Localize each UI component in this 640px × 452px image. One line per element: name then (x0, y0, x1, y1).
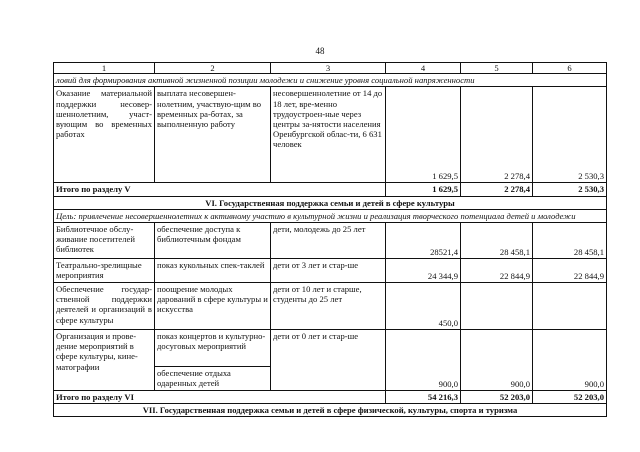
table-row (54, 87, 607, 183)
col-header-4: 4 (386, 63, 461, 74)
goal-continuation-text: ловий для формирования активной жизненной позиции молодежи и снижение уровня социальной напряженности (54, 74, 607, 87)
column-number-row (54, 63, 607, 74)
col-header-5: 5 (461, 63, 533, 74)
value-cell (533, 283, 607, 330)
value-cell: 22 844,9 (461, 259, 533, 283)
value-cell: 2 530,3 (533, 87, 607, 183)
page-number: 48 (315, 46, 325, 56)
table-row (54, 259, 607, 283)
value-cell: 450,0 (386, 283, 461, 330)
recipients-cell: дети от 10 лет и старше, студенты до 25 лет (271, 283, 386, 330)
value-cell: 24 344,9 (386, 259, 461, 283)
total-value: 2 278,4 (461, 183, 533, 196)
total-row-section-v (54, 183, 607, 196)
activity-cell: Библиотечное обслу-живание посетителей библиотек (54, 223, 155, 259)
value-cell: 28 458,1 (461, 223, 533, 259)
measure-cell: поощрение молодых дарований в сфере культуры и искусства (155, 283, 271, 330)
total-label: Итого по разделу VI (54, 391, 386, 404)
goal-text-vi: Цель: привлечение несовершеннолетних к активному участию в культурной жизни и реализация творческого потенциала детей и молодежи (54, 209, 607, 222)
recipients-cell: дети, молодежь до 25 лет (271, 223, 386, 259)
total-value: 54 216,3 (386, 391, 461, 404)
col-header-6: 6 (533, 63, 607, 74)
activity-cell: Обеспечение государ-ственной поддержки деятелей и организаций в сфере культуры (54, 283, 155, 330)
goal-row (54, 209, 607, 222)
section-heading-vii: VII. Государственная поддержка семьи и детей в сфере физической, культуры, спорта и туризма (54, 404, 607, 417)
section-heading-row (54, 196, 607, 209)
measure-cell: выплата несовершен-нолетним, участвую-щим во временных ра-ботах, за выполненную работу (155, 87, 271, 183)
value-cell: 28 458,1 (533, 223, 607, 259)
value-cell (461, 283, 533, 330)
col-header-3: 3 (271, 63, 386, 74)
total-value: 52 203,0 (533, 391, 607, 404)
table-row (54, 283, 607, 330)
measure-cell: обеспечение отдыха одаренных детей (155, 367, 271, 391)
goal-continuation-row (54, 74, 607, 87)
section-heading-row (54, 404, 607, 417)
value-cell: 22 844,9 (533, 259, 607, 283)
measure-cell: обеспечение доступа к библиотечным фондам (155, 223, 271, 259)
measure-cell: показ кукольных спек-таклей (155, 259, 271, 283)
value-cell: 900,0 (386, 330, 461, 391)
recipients-cell: дети от 0 лет и стар-ше (271, 330, 386, 391)
table-row (54, 330, 607, 367)
activity-cell: Организация и прове-дение мероприятий в сфере культуры, кине-матографии (54, 330, 155, 391)
total-row-section-vi (54, 391, 607, 404)
recipients-cell: несовершеннолетние от 14 до 18 лет, вре-менно трудоустроен-ные через центры за-нятости населения Оренбургской облас-ти, 6 631 человек (271, 87, 386, 183)
total-label: Итого по разделу V (54, 183, 386, 196)
budget-table (53, 62, 607, 417)
total-value: 2 530,3 (533, 183, 607, 196)
section-heading-vi: VI. Государственная поддержка семьи и детей в сфере культуры (54, 196, 607, 209)
value-cell: 2 278,4 (461, 87, 533, 183)
measure-cell: показ концертов и культурно-досуговых мероприятий (155, 330, 271, 367)
total-value: 52 203,0 (461, 391, 533, 404)
value-cell: 1 629,5 (386, 87, 461, 183)
value-cell: 900,0 (461, 330, 533, 391)
value-cell: 28521,4 (386, 223, 461, 259)
total-value: 1 629,5 (386, 183, 461, 196)
col-header-1: 1 (54, 63, 155, 74)
activity-cell: Оказание материальной поддержки несовер-шеннолетним, участ-вующим во временных работах (54, 87, 155, 183)
recipients-cell: дети от 3 лет и стар-ше (271, 259, 386, 283)
activity-cell: Театрально-зрелищные мероприятия (54, 259, 155, 283)
col-header-2: 2 (155, 63, 271, 74)
value-cell: 900,0 (533, 330, 607, 391)
table-row (54, 223, 607, 259)
